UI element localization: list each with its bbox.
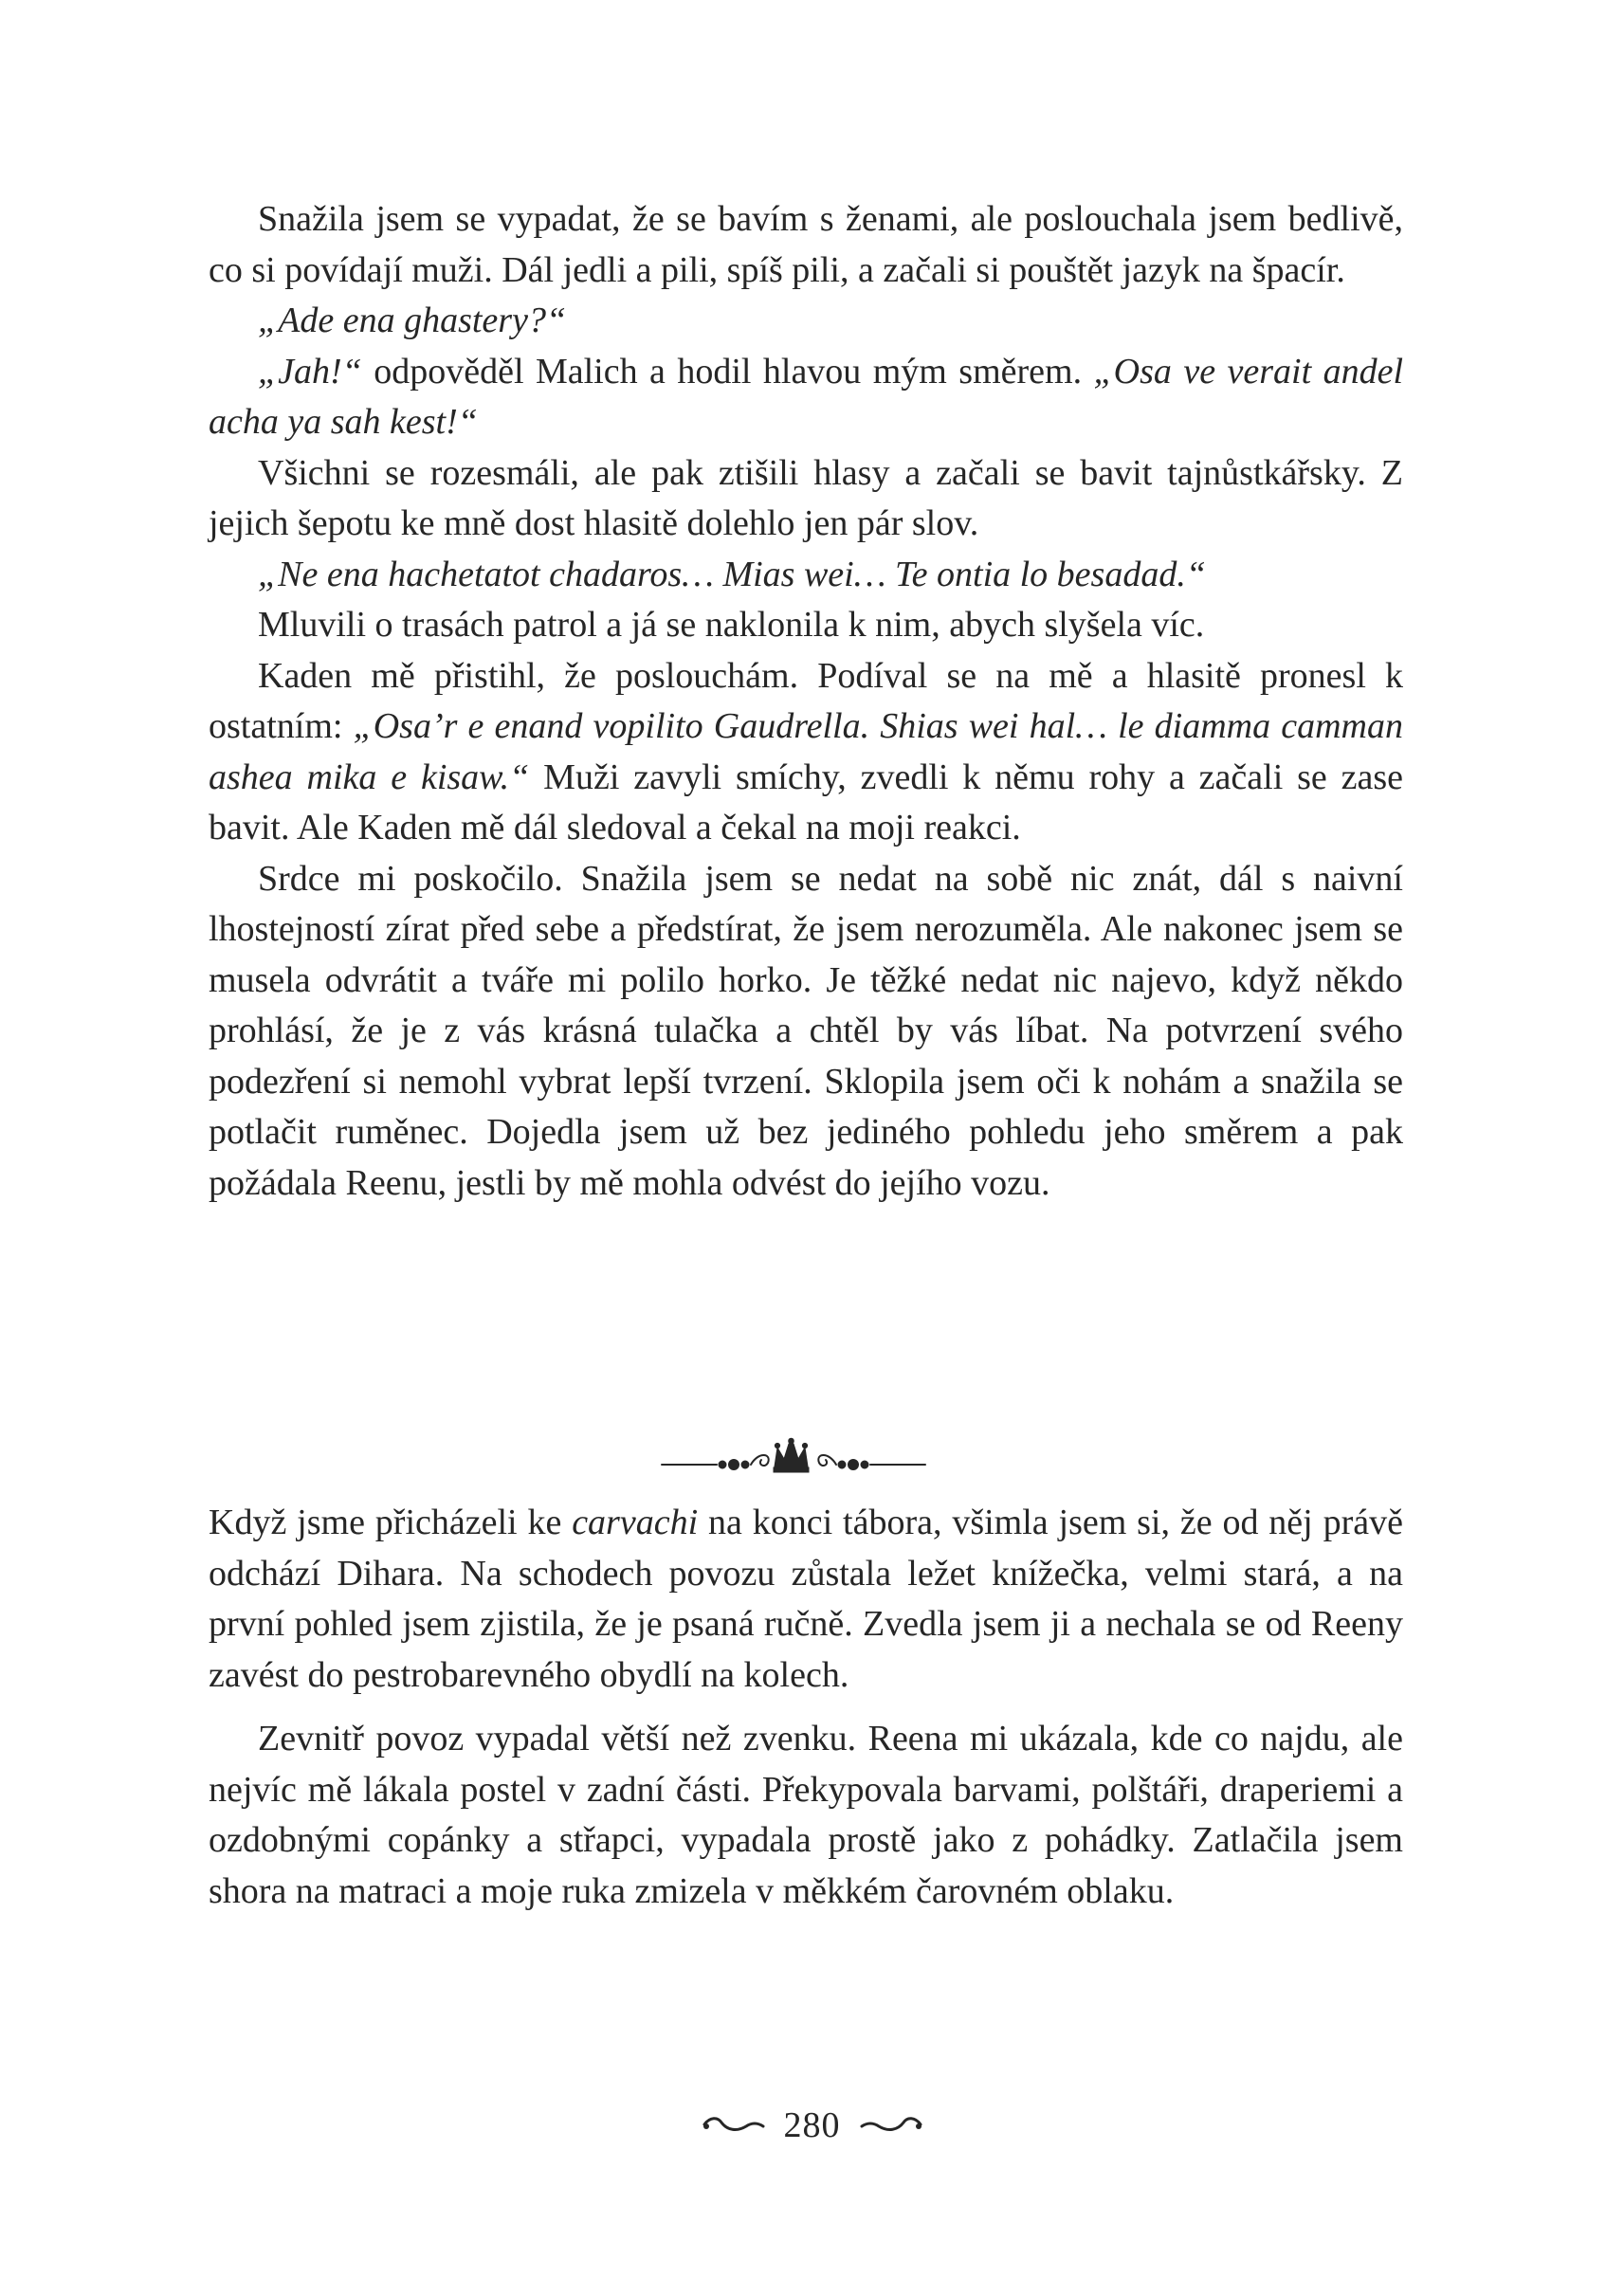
right-swash-ornament — [858, 2113, 924, 2138]
foreign-speech: „Jah!“ — [258, 351, 362, 392]
foreign-speech: „Ne ena hachetatot chadaros… Mias wei… Te ontia lo besadad.“ — [258, 554, 1206, 594]
paragraph — [209, 651, 1403, 854]
paragraph — [209, 296, 1403, 347]
paragraph-text: Muži zavyli smíchy, zvedli k němu rohy a začali se zase bavit. Ale Kaden mě dál sledoval a čekal na moji reakci. — [209, 756, 1403, 847]
foreign-speech: „Osa ve verait andel acha ya sah kest!“ — [209, 351, 1403, 442]
paragraph-text: Kaden mě přistihl, že poslouchám. Podíval se na mě a hlasitě pronesl k ostatním: — [209, 655, 1403, 746]
paragraph-text: Když jsme přicházeli ke — [209, 1503, 573, 1542]
foreign-speech: „Osa’r e enand vopilito Gaudrella. Shias wei hal… le diamma camman ashea mika e kisaw.“ — [209, 706, 1404, 797]
paragraph — [209, 347, 1403, 448]
paragraph-text: na konci tábora, všimla jsem si, že od něj právě odchází Dihara. Na schodech povozu zůstala ležet knížečka, velmi stará, a na první pohled jsem zjistila, že je psaná ručně. Zvedla jsem ji a nechala se od Reeny zavést do pestrobarevného obydlí na kolech. — [209, 1503, 1403, 1695]
page-number: 280 — [783, 2105, 841, 2145]
paragraph — [209, 1714, 1403, 1917]
paragraph-text: Všichni se rozesmáli, ale pak ztišili hlasy a začali se bavit tajnůstkářsky. Z jejich šepotu ke mně dost hlasitě dolehlo jen pár slov. — [209, 452, 1403, 543]
paragraph — [209, 550, 1403, 601]
foreign-speech: „Ade ena ghastery?“ — [258, 301, 567, 340]
foreign-word: carvachi — [572, 1503, 699, 1542]
paragraph-text: Snažila jsem se vypadat, že se bavím s ženami, ale poslouchala jsem bedlivě, co si povídají muži. Dál jedli a pili, spíš pili, a začali si pouštět jazyk na špacír. — [209, 199, 1403, 290]
paragraph — [209, 194, 1403, 296]
paragraph — [209, 600, 1403, 651]
paragraph-text: Zevnitř povoz vypadal větší než zvenku. Reena mi ukázala, kde co najdu, ale nejvíc mě lákala postel v zadní části. Překypovala barvami, polštáři, draperiemi a ozdobnými copánky a střapci, vypadala prostě jako z pohádky. Zatlačila jsem shora na matraci a moje ruka zmizela v měkkém čarovném oblaku. — [209, 1719, 1403, 1911]
paragraph — [209, 448, 1403, 550]
paragraph-text: Mluvili o trasách patrol a já se naklonila k nim, abych slyšela víc. — [258, 605, 1205, 645]
paragraph — [209, 1498, 1403, 1701]
crown-divider-ornament — [660, 1436, 927, 1478]
text-section-1 — [209, 194, 1403, 1209]
paragraph-text: Srdce mi poskočilo. Snažila jsem se nedat na sobě nic znát, dál s naivní lhostejností zírat před sebe a předstírat, že jsem nerozuměla. Ale nakonec jsem se musela odvrátit a tváře mi polilo horko. Je těžké nedat nic najevo, když někdo prohlásí, že je z vás krásná tulačka a chtěl by vás líbat. Na potvrzení svého podezření si nemohl vybrat lepší tvrzení. Sklopila jsem oči k nohám a snažila se potlačit ruměnec. Dojedla jsem už bez jediného pohledu jeho směrem a pak požádala Reenu, jestli by mě mohla odvést do jejího vozu. — [209, 858, 1403, 1203]
page-footer — [0, 2097, 1624, 2154]
left-swash-ornament — [701, 2113, 767, 2138]
paragraph-text: odpověděl Malich a hodil hlavou mým směrem. — [361, 351, 1094, 392]
text-section-2 — [209, 1498, 1403, 1917]
paragraph — [209, 854, 1403, 1210]
